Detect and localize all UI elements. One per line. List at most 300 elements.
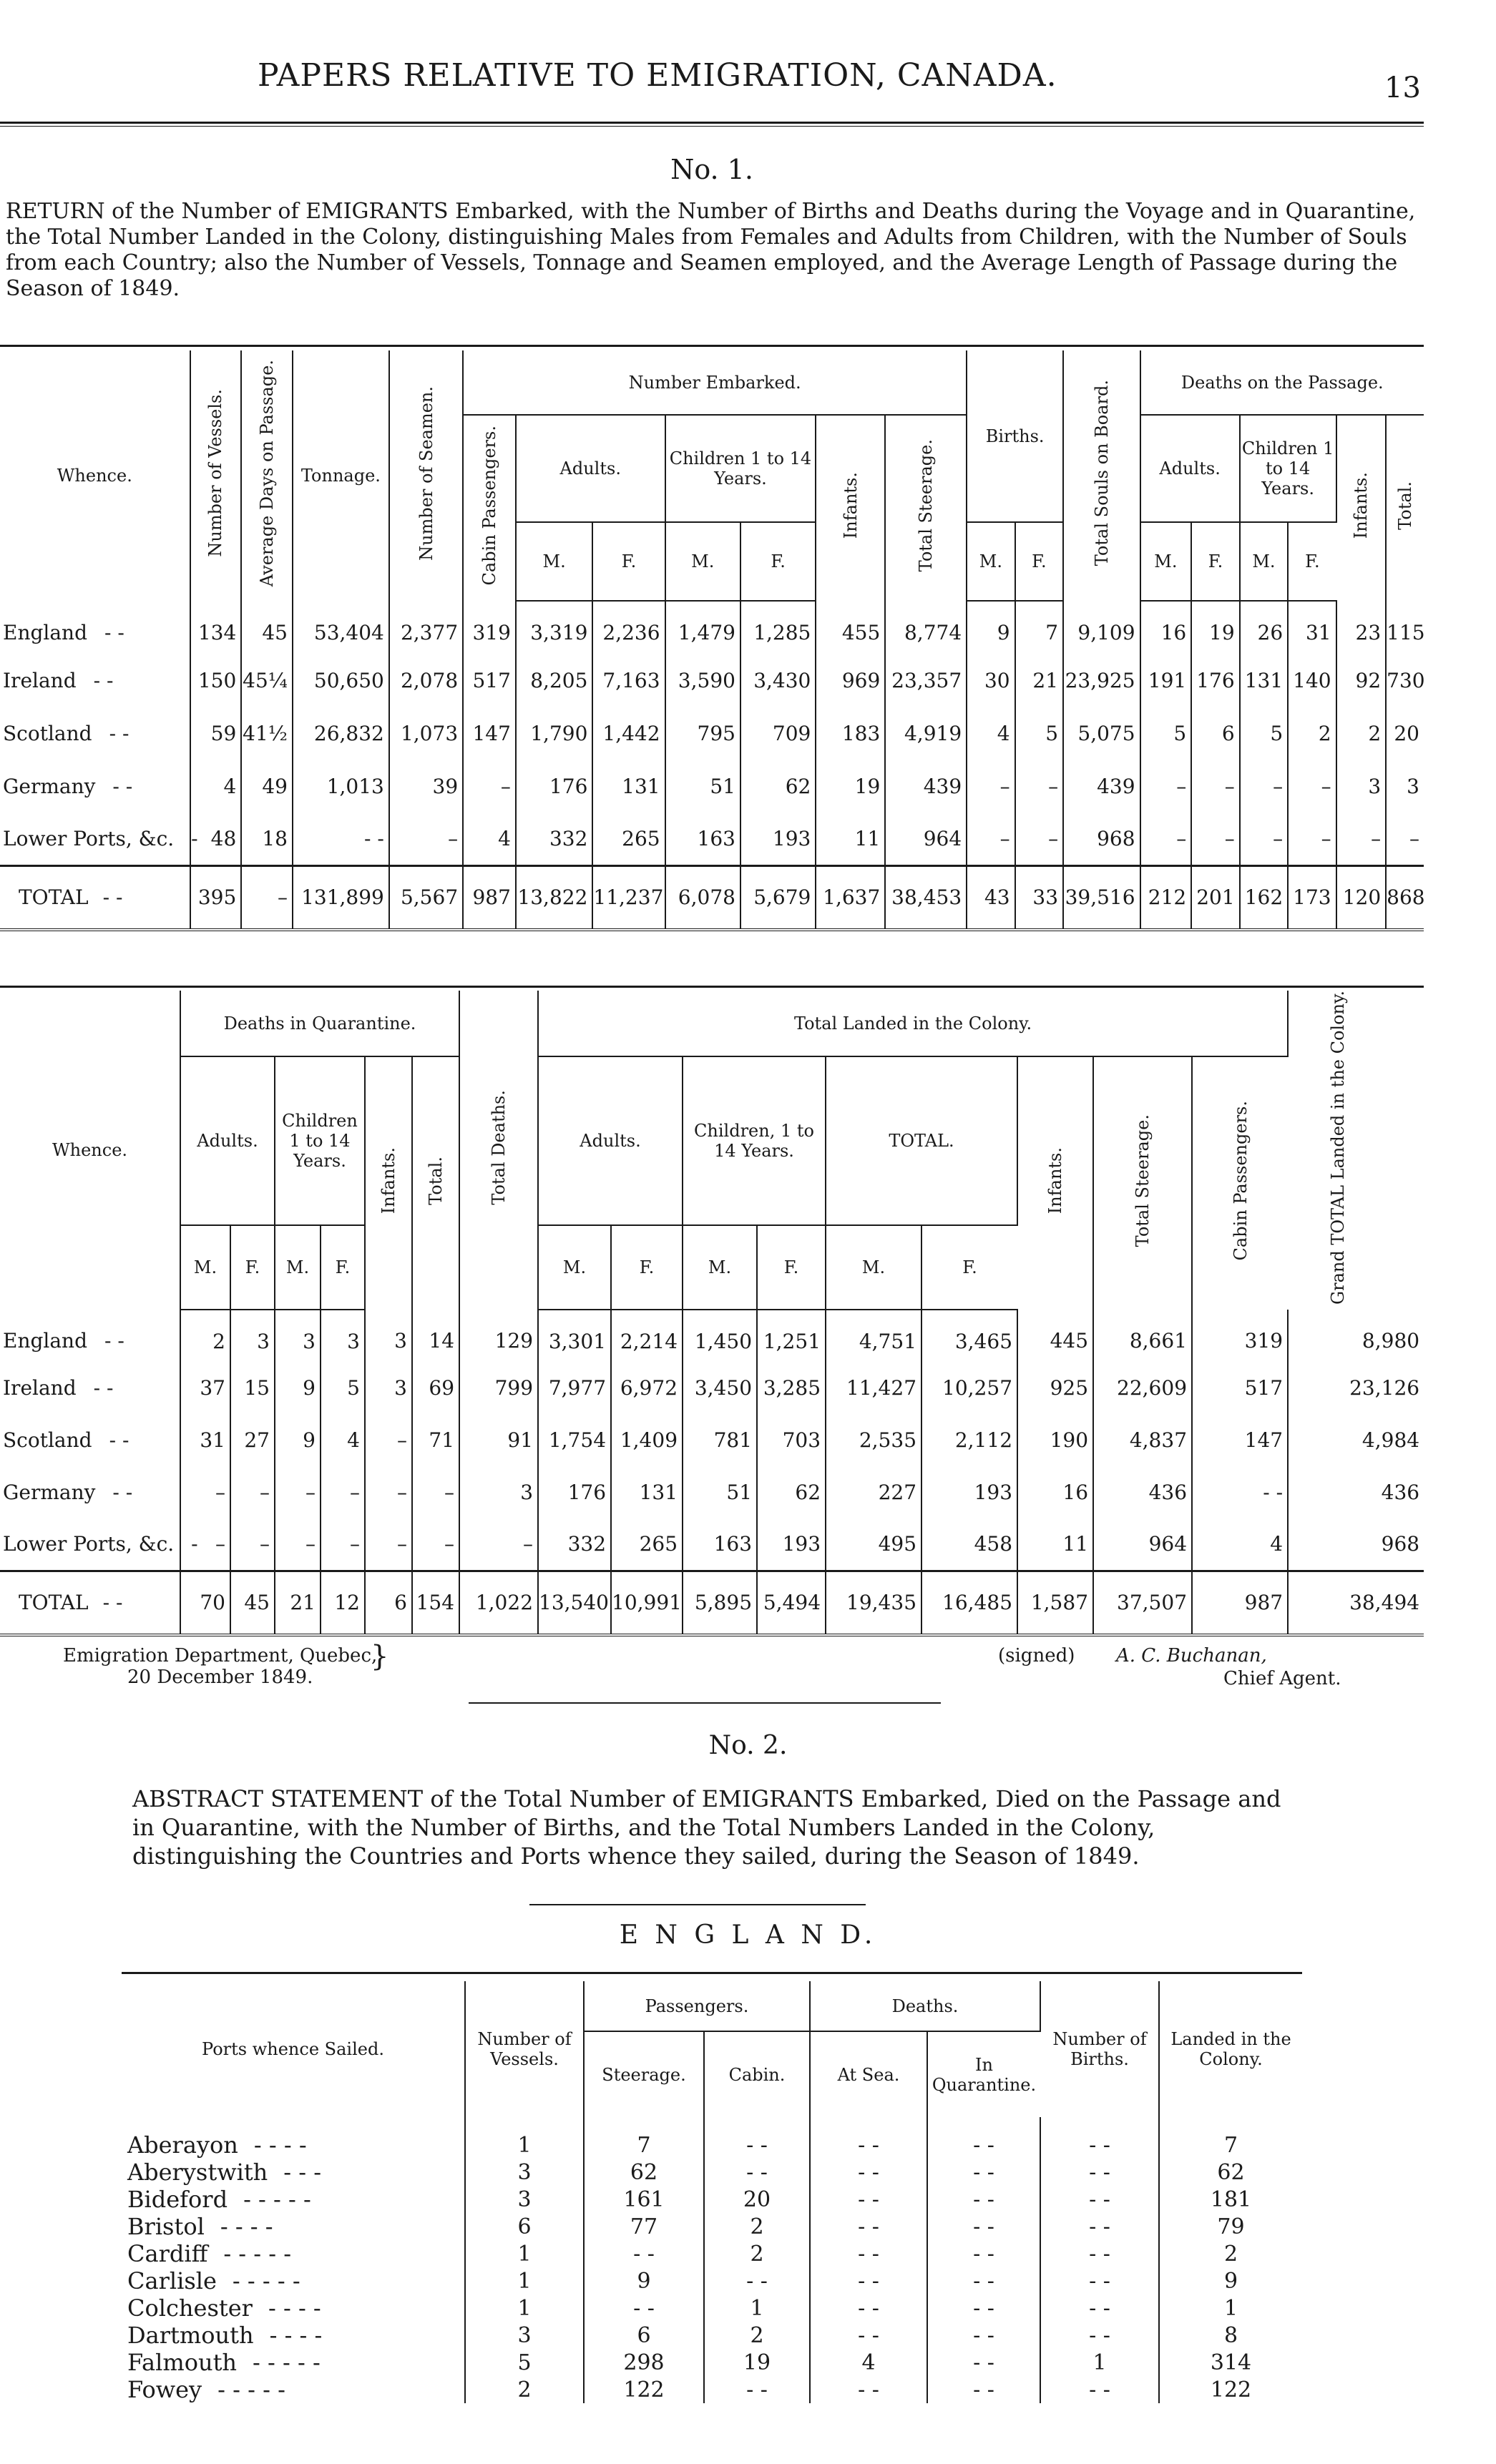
row-whence-dots: - - <box>93 668 114 692</box>
col-total-souls: Total Souls on Board. <box>1063 350 1140 601</box>
agent-name: A. C. Buchanan, <box>1116 1645 1267 1667</box>
row-cell: 968 <box>1063 813 1140 865</box>
total-cell: 13,540 <box>538 1571 611 1635</box>
row-cell: 23 <box>1336 601 1387 654</box>
port-value: - - <box>1040 2131 1159 2159</box>
row-cell: 5,075 <box>1063 707 1140 760</box>
total-cell: 43 <box>967 865 1015 930</box>
port-value: 62 <box>584 2159 704 2186</box>
port-value: - - <box>1040 2322 1159 2349</box>
row-whence <box>0 1362 180 1414</box>
port-value: - - <box>704 2159 810 2186</box>
col-deaths-adults-m: M. <box>1140 522 1192 601</box>
port-dots: - - - - - <box>223 2240 292 2267</box>
port-value: - - <box>810 2322 927 2349</box>
port-dots: - - - - - <box>243 2186 311 2213</box>
row-cell: 4 <box>463 813 516 865</box>
row-cell: – <box>230 1518 275 1571</box>
col3-births: Number of Births. <box>1040 1981 1159 2117</box>
port-value: - - <box>1040 2267 1159 2294</box>
col2-landed-infants: Infants. <box>1017 1056 1093 1310</box>
england-ports-table <box>122 1981 1302 2403</box>
port-value: - - <box>810 2240 927 2267</box>
row-cell: 163 <box>683 1518 757 1571</box>
port-value: 3 <box>465 2159 584 2186</box>
row-cell: 2 <box>1288 707 1336 760</box>
table3-top-rule <box>122 1972 1302 1974</box>
row-whence-dots: - <box>191 826 198 850</box>
total-cell: 45 <box>230 1571 275 1635</box>
row-cell: 150 <box>190 654 242 707</box>
row-cell: 3,301 <box>538 1310 611 1362</box>
col-deaths-children-f: F. <box>1288 522 1336 601</box>
col-births-f: F. <box>1015 522 1063 601</box>
port-name: Carlisle <box>127 2267 217 2294</box>
row-cell: 193 <box>740 813 816 865</box>
col3-passengers: Passengers. <box>584 1981 810 2031</box>
row-cell: 59 <box>190 707 242 760</box>
col2-landed-children: Children, 1 to 14 Years. <box>683 1056 826 1225</box>
table-row <box>0 654 1424 707</box>
section-no1-label: No. 1. <box>670 154 753 185</box>
port-cell <box>122 2322 465 2349</box>
port-cell <box>122 2159 465 2186</box>
row-cell: – <box>1191 813 1239 865</box>
row-cell: 2,112 <box>921 1414 1017 1466</box>
row-cell: 20 <box>1394 721 1419 745</box>
port-value: 2 <box>704 2322 810 2349</box>
col2-landed-children-m: M. <box>683 1225 757 1310</box>
port-name: Dartmouth <box>127 2322 254 2349</box>
table-row <box>0 1466 1424 1518</box>
col2-landed-total: TOTAL. <box>826 1056 1017 1225</box>
port-dots: - - - - <box>269 2322 323 2349</box>
row-cell: 709 <box>740 707 816 760</box>
row-cell: – <box>1140 760 1192 813</box>
section-no2-label: No. 2. <box>708 1731 788 1760</box>
row-cell: – <box>1191 760 1239 813</box>
dept-signature-block <box>63 1645 377 1688</box>
row-cell: 49 <box>241 760 293 813</box>
row-cell: 3 <box>275 1310 321 1362</box>
row-whence-dots: - - <box>104 1329 124 1353</box>
total-cell: 162 <box>1240 865 1288 930</box>
port-value: 77 <box>584 2213 704 2240</box>
port-cell <box>122 2294 465 2322</box>
header-rule <box>0 122 1424 124</box>
port-value: 5 <box>465 2349 584 2376</box>
row-cell: 1,754 <box>538 1414 611 1466</box>
row-cell: – <box>967 760 1015 813</box>
row-cell: 45¼ <box>241 654 293 707</box>
col-deaths-children-m: M. <box>1240 522 1288 601</box>
port-value: 1 <box>704 2294 810 2322</box>
total-label-text: TOTAL <box>19 885 89 910</box>
row-cell: 190 <box>1017 1414 1093 1466</box>
row-cell: – <box>1409 826 1419 850</box>
col2-cabin: Cabin Passengers. <box>1230 1101 1251 1261</box>
port-dots: - - - <box>283 2159 322 2186</box>
row-cell: – <box>389 813 463 865</box>
row-whence <box>0 654 190 707</box>
row-cell: 964 <box>1093 1518 1192 1571</box>
row-cell: 131 <box>611 1466 683 1518</box>
row-cell: 11 <box>816 813 885 865</box>
row-cell: 2,535 <box>826 1414 921 1466</box>
port-dots: - - - - - <box>253 2349 321 2376</box>
table-row <box>0 1518 1424 1571</box>
row-cell: 265 <box>592 813 665 865</box>
row-cell: 8,661 <box>1093 1310 1192 1362</box>
port-row <box>122 2376 1302 2403</box>
row-cell: 3,450 <box>683 1362 757 1414</box>
row-cell: 21 <box>1015 654 1063 707</box>
total-cell: 131,899 <box>293 865 389 930</box>
row-cell: – <box>1015 760 1063 813</box>
row-cell: 39 <box>389 760 463 813</box>
total-cell: 6 <box>365 1571 412 1635</box>
port-row <box>122 2267 1302 2294</box>
row-cell: 1,251 <box>757 1310 826 1362</box>
col3-at-sea: At Sea. <box>810 2031 927 2117</box>
row-cell: 176 <box>1191 654 1239 707</box>
row-whence-dots: - - <box>93 1376 114 1400</box>
row-cell: 9 <box>967 601 1015 654</box>
row-cell: 799 <box>459 1362 538 1414</box>
total-label-dots: - - <box>102 1591 123 1615</box>
row-cell: 140 <box>1288 654 1336 707</box>
row-cell: – <box>1240 813 1288 865</box>
agent-role: Chief Agent. <box>1223 1668 1341 1689</box>
row-cell: 51 <box>665 760 740 813</box>
col2-adults-f: F. <box>230 1225 275 1310</box>
row-cell: – <box>463 760 516 813</box>
row-cell: 5 <box>1240 707 1288 760</box>
row-cell: 925 <box>1017 1362 1093 1414</box>
total-cell: 201 <box>1191 865 1239 930</box>
col-children: Children 1 to 14 Years. <box>665 415 816 522</box>
col-adults-m: M. <box>516 522 593 601</box>
row-cell: - - <box>293 813 389 865</box>
country-heading: E N G L A N D. <box>619 1920 877 1950</box>
row-cell: 781 <box>683 1414 757 1466</box>
row-cell: 191 <box>1140 654 1192 707</box>
col-children-m: M. <box>665 522 740 601</box>
port-cell <box>122 2240 465 2267</box>
row-cell: 1,409 <box>611 1414 683 1466</box>
row-cell: 50,650 <box>293 654 389 707</box>
row-whence-name: Lower Ports, &c. <box>3 1532 175 1556</box>
port-name: Aberystwith <box>127 2159 268 2186</box>
port-value: - - <box>810 2213 927 2240</box>
port-value: 2 <box>1223 2241 1238 2267</box>
port-row <box>122 2186 1302 2213</box>
total-label <box>0 865 190 930</box>
total-cell: 70 <box>180 1571 230 1635</box>
col-deaths-children: Children 1 to 14 Years. <box>1240 415 1336 522</box>
total-cell: 19,435 <box>826 1571 921 1635</box>
row-cell: 30 <box>967 654 1015 707</box>
row-cell: 131 <box>1240 654 1288 707</box>
total-label-text: TOTAL <box>19 1591 89 1615</box>
row-cell: – <box>321 1466 365 1518</box>
total-cell: 38,494 <box>1288 1571 1424 1635</box>
row-whence <box>0 601 190 654</box>
row-cell: – <box>1288 760 1336 813</box>
row-cell: 16 <box>1140 601 1192 654</box>
row-cell: 968 <box>1381 1532 1420 1556</box>
row-cell: 7,977 <box>538 1362 611 1414</box>
port-value: 9 <box>584 2267 704 2294</box>
total-cell: 868 <box>1386 865 1424 930</box>
port-value: 1 <box>465 2131 584 2159</box>
col2-landed-adults: Adults. <box>538 1056 683 1225</box>
row-cell: 26,832 <box>293 707 389 760</box>
port-value: - - <box>927 2159 1040 2186</box>
port-value: - - <box>584 2240 704 2267</box>
row-whence-name: Scotland <box>3 721 92 745</box>
row-cell: – <box>365 1518 412 1571</box>
row-cell: 4,837 <box>1093 1414 1192 1466</box>
col-whence: Whence. <box>0 350 190 601</box>
row-cell: 48 <box>190 813 242 865</box>
table-row <box>0 760 1424 813</box>
port-value: - - <box>1040 2294 1159 2322</box>
row-cell: – <box>1240 760 1288 813</box>
port-value: 4 <box>810 2349 927 2376</box>
row-cell: 9 <box>275 1414 321 1466</box>
row-whence-name: Germany <box>3 774 96 798</box>
row-cell: 7 <box>1015 601 1063 654</box>
total-cell: 33 <box>1015 865 1063 930</box>
total-cell: 120 <box>1336 865 1387 930</box>
total-cell: 212 <box>1140 865 1192 930</box>
port-value: 1 <box>1223 2295 1238 2321</box>
row-cell: 183 <box>816 707 885 760</box>
col2-total-steerage: Total Steerage. <box>1093 1056 1192 1310</box>
row-cell: – <box>459 1518 538 1571</box>
row-cell: 2 <box>180 1310 230 1362</box>
signed-label: (signed) <box>998 1645 1075 1667</box>
port-name: Cardiff <box>127 2240 208 2267</box>
table-row <box>0 601 1424 654</box>
col3-cabin: Cabin. <box>704 2031 810 2117</box>
port-value: - - <box>1040 2186 1159 2213</box>
no2-intro: ABSTRACT STATEMENT of the Total Number of EMIGRANTS Embarked, Died on the Passage and in Quarantine, with the Number of Births, and the Total Numbers Landed in the Colony, distinguishing the Countries and Ports whence they sailed, during the Season of 1849. <box>132 1785 1281 1870</box>
port-row <box>122 2240 1302 2267</box>
row-cell: 8,774 <box>885 601 967 654</box>
port-value: - - <box>1040 2240 1159 2267</box>
row-cell: 2,078 <box>389 654 463 707</box>
port-row <box>122 2131 1302 2159</box>
total-cell: 987 <box>1192 1571 1288 1635</box>
col-avg-days: Average Days on Passage. <box>241 350 293 601</box>
row-cell: 436 <box>1381 1481 1420 1505</box>
total-cell: 38,453 <box>885 865 967 930</box>
col3-deaths: Deaths. <box>810 1981 1040 2031</box>
row-cell: 91 <box>459 1414 538 1466</box>
row-cell: 3 <box>365 1362 412 1414</box>
col3-ports: Ports whence Sailed. <box>122 1981 465 2117</box>
col2-landed-adults-m: M. <box>538 1225 611 1310</box>
row-cell: 62 <box>757 1466 826 1518</box>
port-value: - - <box>927 2349 1040 2376</box>
port-dots: - - - - <box>220 2213 273 2240</box>
port-value: 314 <box>1210 2350 1252 2375</box>
row-cell: 71 <box>412 1414 459 1466</box>
row-cell: – <box>365 1414 412 1466</box>
row-whence-dots: - - <box>104 620 124 644</box>
row-cell: 10,257 <box>921 1362 1017 1414</box>
row-cell: 332 <box>516 813 593 865</box>
row-cell: 4 <box>967 707 1015 760</box>
row-cell: 3 <box>1336 760 1387 813</box>
port-value: 20 <box>704 2186 810 2213</box>
row-whence-dots: - - <box>109 1428 129 1453</box>
port-value: - - <box>927 2267 1040 2294</box>
row-cell: 147 <box>463 707 516 760</box>
port-value: 6 <box>584 2322 704 2349</box>
row-cell: 3,590 <box>665 654 740 707</box>
row-cell: – <box>1140 813 1192 865</box>
total-cell: 16,485 <box>921 1571 1017 1635</box>
row-whence <box>0 760 190 813</box>
row-cell: 445 <box>1017 1310 1093 1362</box>
row-cell: 9 <box>275 1362 321 1414</box>
col-deaths-passage: Deaths on the Passage. <box>1140 350 1424 415</box>
row-cell: 265 <box>611 1518 683 1571</box>
total-row <box>0 1571 1424 1635</box>
row-cell: – <box>275 1518 321 1571</box>
row-whence-dots: - - <box>109 721 129 745</box>
port-dots: - - - - <box>268 2294 321 2322</box>
total-cell: – <box>241 865 293 930</box>
port-dots: - - - - - <box>217 2376 285 2403</box>
section-divider <box>469 1702 941 1704</box>
row-cell: 3,285 <box>757 1362 826 1414</box>
row-cell: 41½ <box>241 707 293 760</box>
port-value: - - <box>810 2376 927 2403</box>
row-whence-name: Ireland <box>3 1376 77 1400</box>
row-cell: 18 <box>241 813 293 865</box>
row-cell: 517 <box>1192 1362 1288 1414</box>
row-cell: 332 <box>538 1518 611 1571</box>
row-cell: 5 <box>1015 707 1063 760</box>
port-value: 2 <box>465 2376 584 2403</box>
port-row <box>122 2294 1302 2322</box>
row-whence-name: Lower Ports, &c. <box>3 826 175 850</box>
total-label-dots: - - <box>102 885 123 910</box>
row-cell: 31 <box>1288 601 1336 654</box>
row-cell: 5 <box>321 1362 365 1414</box>
port-value: - - <box>810 2186 927 2213</box>
col2-whence: Whence. <box>0 991 180 1310</box>
total-row <box>0 865 1424 930</box>
col-adults-f: F. <box>592 522 665 601</box>
col2-children: Children 1 to 14 Years. <box>275 1056 365 1225</box>
port-row <box>122 2322 1302 2349</box>
port-value: 122 <box>1210 2377 1252 2402</box>
port-row <box>122 2213 1302 2240</box>
col-deaths-infants: Infants. <box>1336 415 1387 601</box>
row-cell: 163 <box>665 813 740 865</box>
port-value: - - <box>927 2322 1040 2349</box>
port-value: - - <box>810 2131 927 2159</box>
row-cell: 2,236 <box>592 601 665 654</box>
row-cell: – <box>180 1518 230 1571</box>
port-value: - - <box>927 2240 1040 2267</box>
row-cell: 3,465 <box>921 1310 1017 1362</box>
row-cell: 439 <box>1063 760 1140 813</box>
port-cell <box>122 2349 465 2376</box>
row-cell: 22,609 <box>1093 1362 1192 1414</box>
row-cell: 7,163 <box>592 654 665 707</box>
port-value: - - <box>704 2131 810 2159</box>
row-cell: 62 <box>740 760 816 813</box>
row-cell: 4 <box>190 760 242 813</box>
row-cell: 964 <box>885 813 967 865</box>
row-cell: 115 <box>1387 620 1425 644</box>
row-cell: 11 <box>1017 1518 1093 1571</box>
table-row <box>0 1310 1424 1362</box>
row-cell: 3 <box>321 1310 365 1362</box>
page-header-title: PAPERS RELATIVE TO EMIGRATION, CANADA. <box>258 57 1057 94</box>
country-rule <box>529 1904 866 1905</box>
port-cell <box>122 2131 465 2159</box>
row-cell: 131 <box>592 760 665 813</box>
row-cell: 2,377 <box>389 601 463 654</box>
total-cell: 6,078 <box>665 865 740 930</box>
row-cell: 1,790 <box>516 707 593 760</box>
port-value: - - <box>704 2376 810 2403</box>
col-births-m: M. <box>967 522 1015 601</box>
row-cell: 4 <box>1192 1518 1288 1571</box>
col-children-f: F. <box>740 522 816 601</box>
row-cell: – <box>275 1466 321 1518</box>
col2-children-f: F. <box>321 1225 365 1310</box>
emigrants-embarked-table <box>0 350 1424 931</box>
total-cell: 5,895 <box>683 1571 757 1635</box>
row-cell: 703 <box>757 1414 826 1466</box>
row-cell: 134 <box>190 601 242 654</box>
row-whence <box>0 1466 180 1518</box>
col3-vessels: Number of Vessels. <box>465 1981 584 2117</box>
col-deaths-total: Total. <box>1395 481 1416 530</box>
dept-line-1: Emigration Department, Quebec, <box>63 1645 378 1667</box>
total-cell: 1,022 <box>459 1571 538 1635</box>
row-cell: 1,450 <box>683 1310 757 1362</box>
row-cell: 3 <box>365 1310 412 1362</box>
col-cabin: Cabin Passengers. <box>463 415 516 601</box>
dept-line-2: 20 December 1849. <box>127 1667 313 1688</box>
port-name: Bristol <box>127 2213 205 2240</box>
col2-landed-children-f: F. <box>757 1225 826 1310</box>
col-births: Births. <box>967 350 1063 522</box>
port-row <box>122 2349 1302 2376</box>
row-cell: 193 <box>757 1518 826 1571</box>
row-cell: – <box>230 1466 275 1518</box>
row-cell: 795 <box>665 707 740 760</box>
row-cell: 458 <box>921 1518 1017 1571</box>
port-value: - - <box>584 2294 704 2322</box>
port-value: 161 <box>584 2186 704 2213</box>
row-cell: 53,404 <box>293 601 389 654</box>
row-cell: 147 <box>1192 1414 1288 1466</box>
row-cell: – <box>180 1466 230 1518</box>
row-cell: 4,984 <box>1361 1428 1420 1453</box>
row-cell: 1,013 <box>293 760 389 813</box>
total-cell: 12 <box>321 1571 365 1635</box>
